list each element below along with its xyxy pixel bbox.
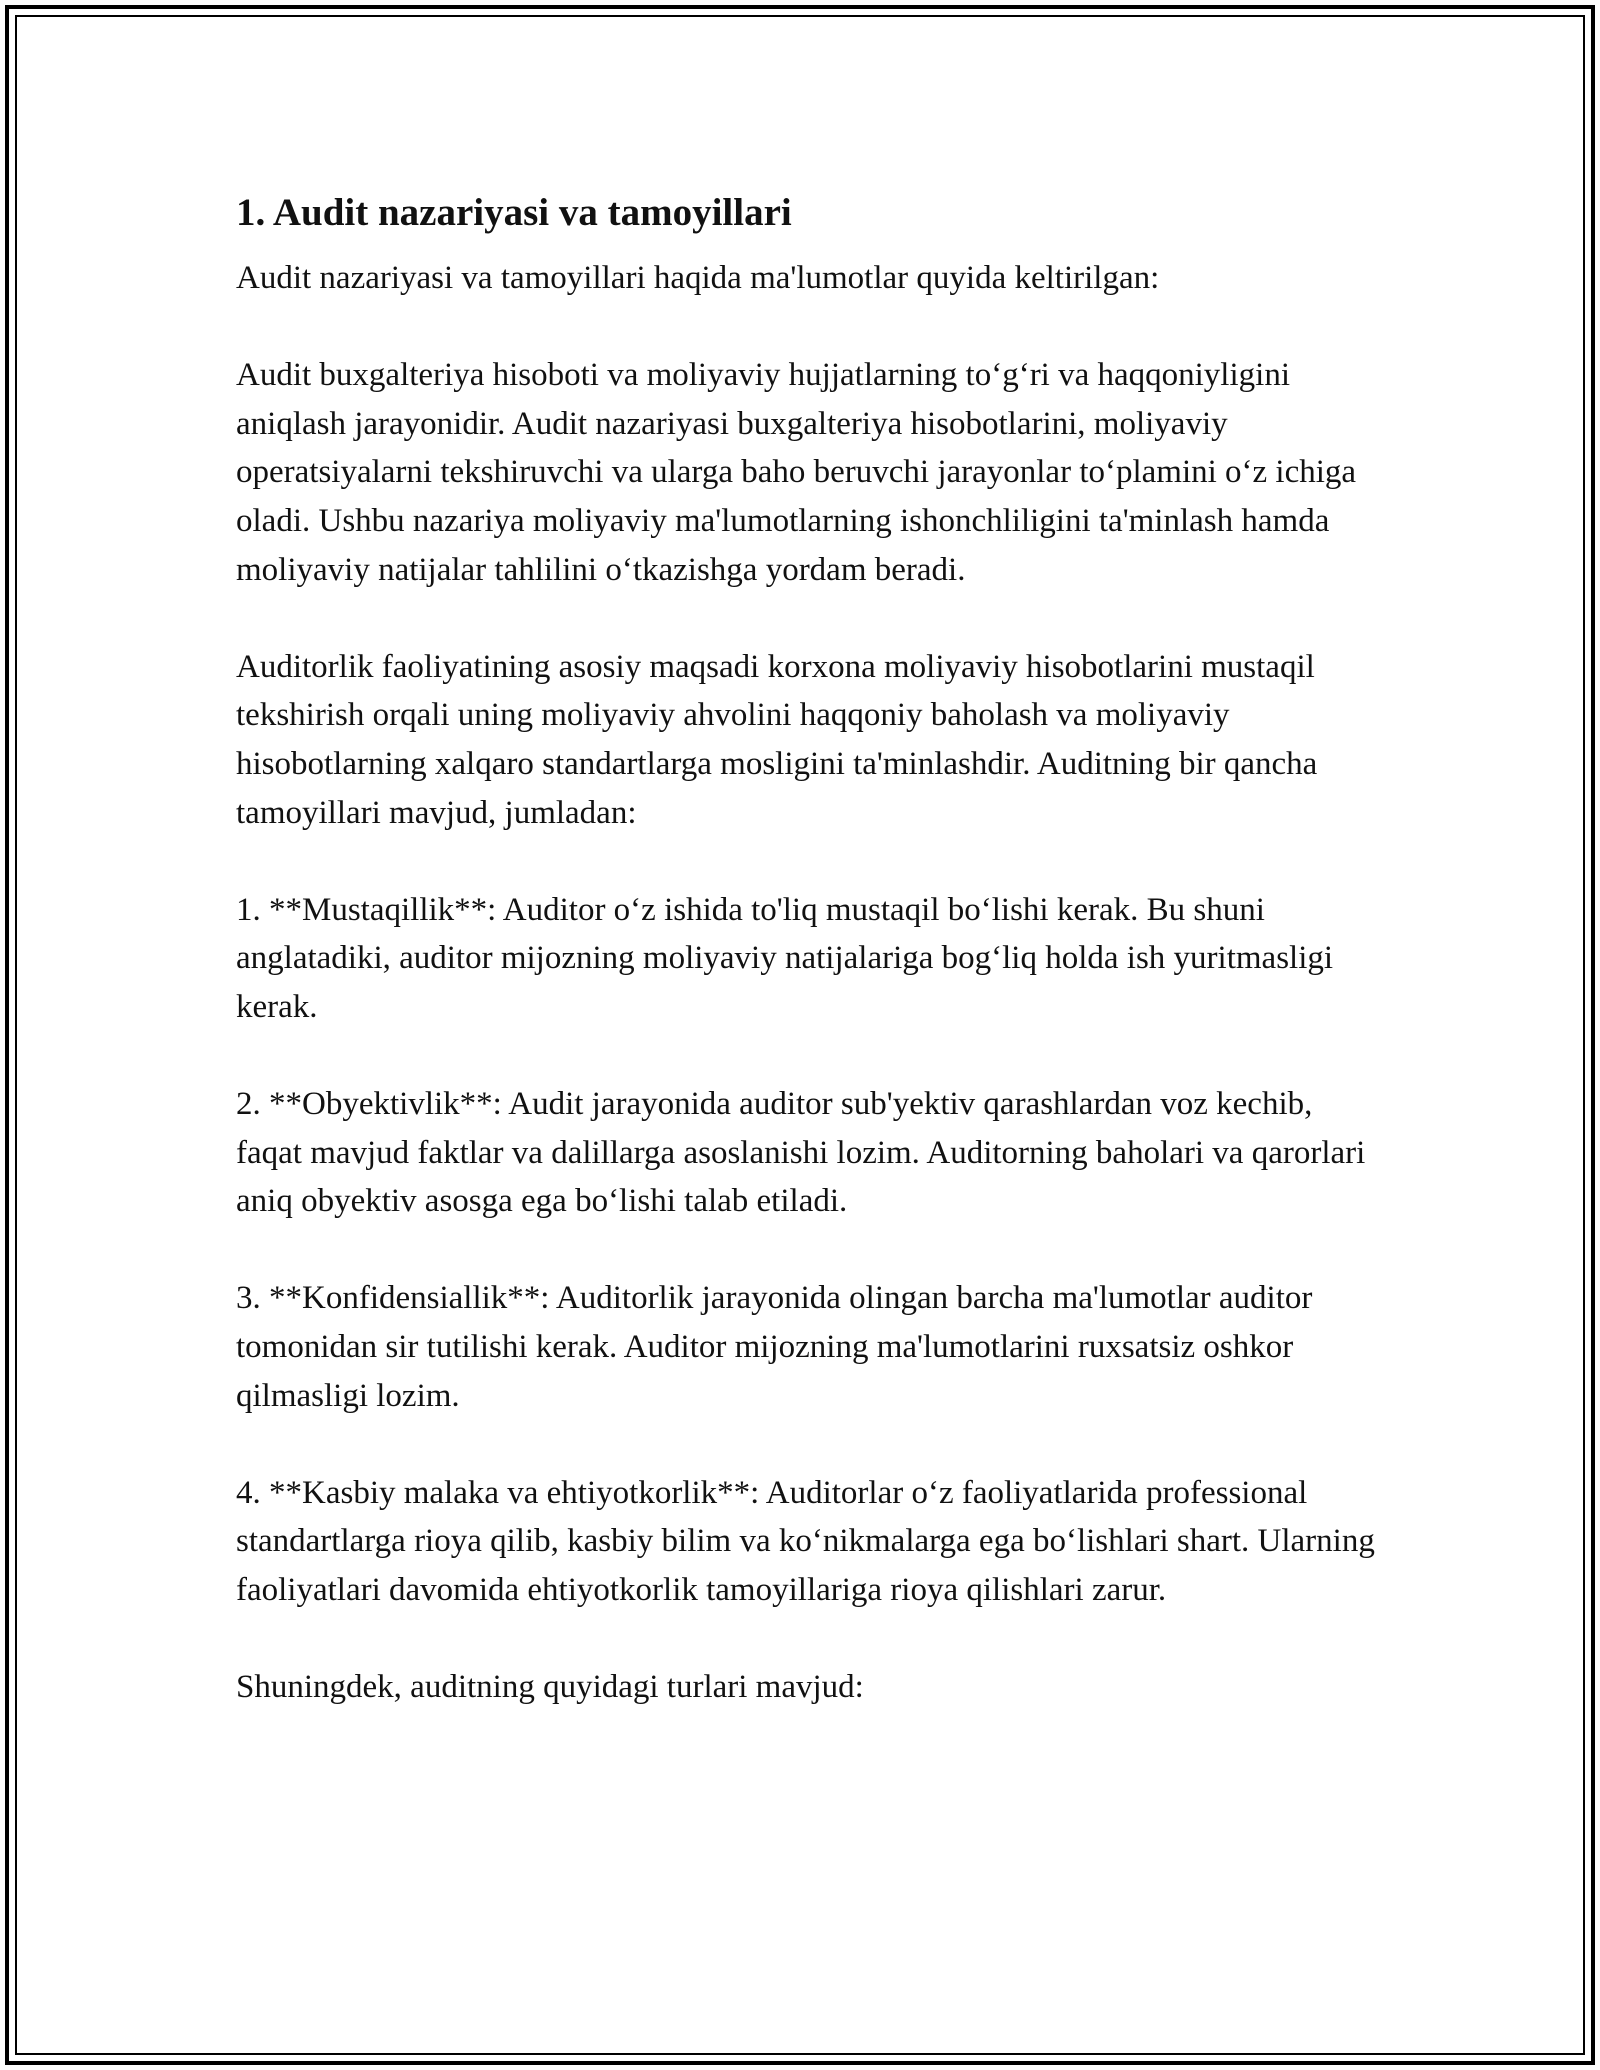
principle-confidentiality: 3. **Konfidensiallik**: Auditorlik jarayonida olingan barcha ma'lumotlar auditor tomonidan sir tutilishi kerak. Auditor mijozning ma'lumotlarini ruxsatsiz oshkor qilmasligi lozim. — [236, 1280, 1313, 1414]
principle-independence: 1. **Mustaqillik**: Auditor o‘z ishida to'liq mustaqil bo‘lishi kerak. Bu shuni anglatadiki, auditor mijozning moliyaviy natijalariga bog‘liq holda ish yuritmasligi kerak. — [236, 891, 1334, 1025]
document-body — [236, 186, 1376, 1712]
principle-objectivity: 2. **Obyektivlik**: Audit jarayonida auditor sub'yektiv qarashlardan voz kechib, faqat mavjud faktlar va dalillarga asoslanishi lozim. Auditorning baholari va qarorlari aniq obyektiv asosga ega bo‘lishi talab etiladi. — [236, 1086, 1366, 1220]
section-heading: 1. Audit nazariyasi va tamoyillari — [236, 191, 792, 234]
audit-definition-paragraph: Audit buxgalteriya hisoboti va moliyaviy hujjatlarning to‘g‘ri va haqqoniyligini aniqlash jarayonidir. Audit nazariyasi buxgalteriya hisobotlarini, moliyaviy operatsiyalarni tekshiruvchi va ularga baho beruvchi jarayonlar to‘plamini o‘z ichiga oladi. Ushbu nazariya moliyaviy ma'lumotlarning ishonchliligini ta'minlash hamda moliyaviy natijalar tahlilini o‘tkazishga yordam beradi. — [236, 357, 1357, 588]
audit-purpose-paragraph: Auditorlik faoliyatining asosiy maqsadi korxona moliyaviy hisobotlarini mustaqil tekshirish orqali uning moliyaviy ahvolini haqqoniy baholash va moliyaviy hisobotlarning xalqaro standartlarga mosligini ta'minlashdir. Auditning bir qancha tamoyillari mavjud, jumladan: — [236, 648, 1318, 831]
audit-types-intro: Shuningdek, auditning quyidagi turlari mavjud: — [236, 1669, 864, 1706]
principle-professional-competence: 4. **Kasbiy malaka va ehtiyotkorlik**: Auditorlar o‘z faoliyatlarida professional standartlarga rioya qilib, kasbiy bilim va ko‘nikmalarga ega bo‘lishlari shart. Ularning faoliyatlari davomida ehtiyotkorlik tamoyillariga rioya qilishlari zarur. — [236, 1474, 1375, 1609]
intro-paragraph: Audit nazariyasi va tamoyillari haqida ma'lumotlar quyida keltirilgan: — [236, 260, 1160, 296]
